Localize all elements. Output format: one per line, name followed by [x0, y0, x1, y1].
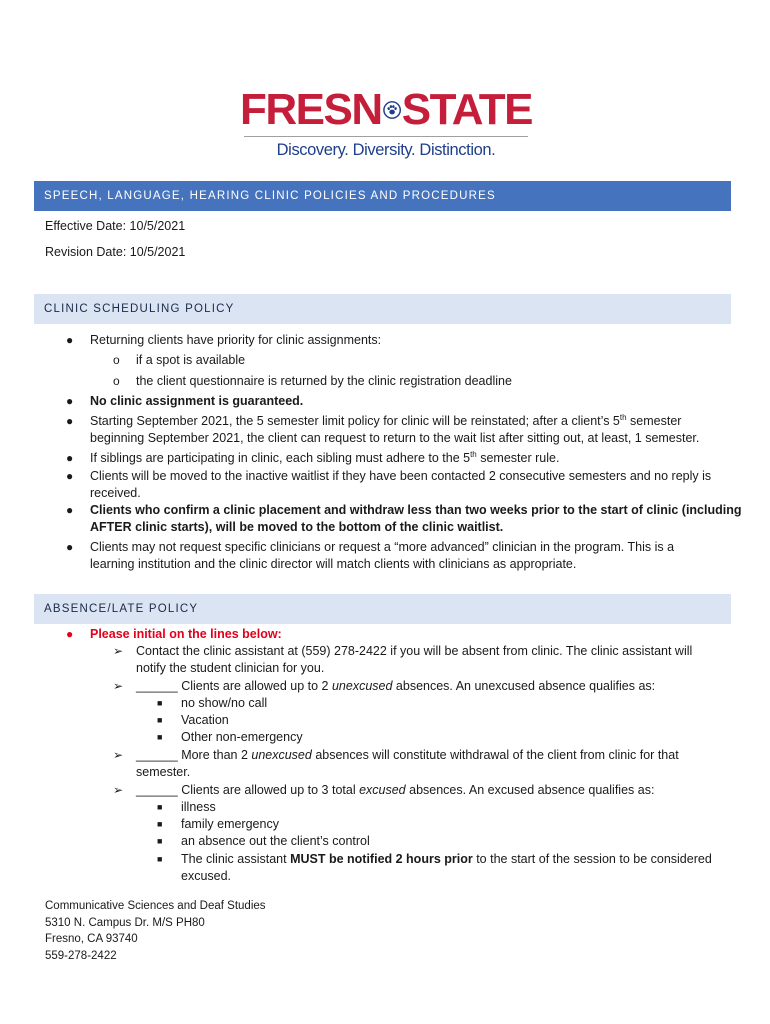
absence-item-continued: semester.: [136, 765, 191, 779]
scheduling-item: [90, 413, 681, 430]
scheduling-item: No clinic assignment is guaranteed.: [90, 394, 304, 408]
initial-blank[interactable]: ______: [136, 679, 178, 693]
absence-subitem-continued: excused.: [181, 869, 232, 883]
scheduling-item-continued: learning institution and the clinic director will match clients with clinicians as appropriate.: [90, 557, 577, 571]
arrow-bullet-icon: ➢: [113, 679, 124, 693]
text-segment: MUST be notified 2 hours prior: [290, 852, 473, 866]
text-segment: to the start of the session to be considered: [472, 852, 712, 866]
revision-date: Revision Date: 10/5/2021: [45, 245, 186, 259]
scheduling-policy-title: CLINIC SCHEDULING POLICY: [44, 303, 235, 315]
arrow-bullet-icon: ➢: [113, 644, 124, 658]
text-segment: Clients are allowed up to 3 total: [177, 783, 360, 797]
absence-subitem: family emergency: [181, 817, 279, 831]
scheduling-subitem: the client questionnaire is returned by the clinic registration deadline: [136, 374, 512, 388]
square-bullet-icon: ■: [157, 819, 163, 829]
scheduling-item-continued: AFTER clinic starts), will be moved to the bottom of the clinic waitlist.: [90, 520, 504, 534]
logo-word-left: FRESN: [240, 85, 382, 134]
absence-item: [136, 782, 654, 799]
absence-subitem: no show/no call: [181, 696, 268, 710]
absence-subitem: [181, 851, 712, 868]
text-segment: semester rule.: [476, 451, 560, 465]
square-bullet-icon: ■: [157, 802, 163, 812]
footer-phone: 559-278-2422: [45, 949, 117, 962]
footer-address: 5310 N. Campus Dr. M/S PH80: [45, 916, 205, 929]
absence-item-continued: notify the student clinician for you.: [136, 661, 325, 675]
logo-divider: [244, 136, 528, 137]
fresno-state-logo: [240, 85, 532, 160]
text-segment: absences will constitute withdrawal of the client from clinic for that: [311, 748, 679, 762]
text-segment: excused: [359, 783, 406, 797]
arrow-bullet-icon: ➢: [113, 748, 124, 762]
scheduling-item: [90, 450, 559, 467]
text-segment: Clients are allowed up to 2: [177, 679, 332, 693]
text-segment: absences. An excused absence qualifies as:: [405, 783, 655, 797]
logo-tagline: Discovery. Diversity. Distinction.: [276, 141, 496, 159]
superscript: th: [619, 412, 627, 422]
bullet-icon: ●: [66, 451, 74, 465]
department-footer: [45, 898, 266, 964]
square-bullet-icon: ■: [157, 836, 163, 846]
text-segment: If siblings are participating in clinic, each sibling must adhere to the 5: [90, 451, 471, 465]
superscript: th: [470, 449, 477, 459]
circle-bullet-icon: o: [113, 353, 120, 367]
arrow-bullet-icon: ➢: [113, 783, 124, 797]
scheduling-policy-bar: [34, 294, 731, 324]
scheduling-item-continued: received.: [90, 486, 141, 500]
bullet-icon: ●: [66, 627, 74, 641]
scheduling-item: Clients who confirm a clinic placement and withdraw less than two weeks prior to the start of clinic (including: [90, 503, 742, 517]
scheduling-item: Clients may not request specific clinicians or request a “more advanced” clinician in the program. This is a: [90, 540, 675, 554]
square-bullet-icon: ■: [157, 732, 163, 742]
footer-city: Fresno, CA 93740: [45, 933, 138, 945]
scheduling-item: Clients will be moved to the inactive waitlist if they have been contacted 2 consecutive semesters and no reply is: [90, 469, 712, 483]
scheduling-item: Returning clients have priority for clinic assignments:: [90, 333, 382, 347]
initial-blank[interactable]: ______: [136, 748, 178, 762]
initial-blank[interactable]: ______: [136, 783, 178, 797]
circle-bullet-icon: o: [113, 374, 120, 388]
square-bullet-icon: ■: [157, 854, 163, 864]
absence-policy-title: ABSENCE/LATE POLICY: [44, 603, 199, 615]
absence-item: [136, 678, 655, 695]
absence-subitem: Vacation: [181, 713, 229, 727]
text-segment: semester: [626, 414, 682, 428]
absence-subitem: illness: [181, 800, 216, 814]
policies-header-bar: [34, 181, 731, 211]
absence-policy-bar: [34, 594, 731, 624]
effective-date: Effective Date: 10/5/2021: [45, 219, 186, 233]
absence-subitem: an absence out the client’s control: [181, 834, 370, 848]
absence-item: Contact the clinic assistant at (559) 278-2422 if you will be absent from clinic. The clinic assistant will: [136, 644, 693, 658]
text-segment: The clinic assistant: [181, 852, 291, 866]
text-segment: unexcused: [331, 679, 393, 693]
bullet-icon: ●: [66, 540, 74, 554]
text-segment: unexcused: [251, 748, 312, 762]
logo-wordmark: [240, 85, 532, 134]
policies-title: SPEECH, LANGUAGE, HEARING CLINIC POLICIES AND PROCEDURES: [44, 190, 496, 202]
logo-word-right: STATE: [401, 85, 532, 134]
bullet-icon: ●: [66, 469, 74, 483]
absence-subitem: Other non-emergency: [181, 730, 303, 744]
bullet-icon: ●: [66, 503, 74, 517]
bullet-icon: ●: [66, 414, 74, 428]
bullet-icon: ●: [66, 333, 74, 347]
bullet-icon: ●: [66, 394, 74, 408]
absence-item: [136, 747, 679, 764]
scheduling-item-continued: beginning September 2021, the client can request to return to the wait list after sitting out, at least, 1 semester.: [90, 431, 700, 445]
text-segment: More than 2: [177, 748, 252, 762]
square-bullet-icon: ■: [157, 715, 163, 725]
square-bullet-icon: ■: [157, 698, 163, 708]
text-segment: absences. An unexcused absence qualifies as:: [392, 679, 656, 693]
text-segment: Starting September 2021, the 5 semester limit policy for clinic will be reinstated; after a client’s 5: [90, 414, 620, 428]
scheduling-subitem: if a spot is available: [136, 353, 246, 367]
initial-instruction: Please initial on the lines below:: [90, 627, 282, 641]
footer-department: Communicative Sciences and Deaf Studies: [45, 900, 266, 912]
paw-print-icon: [383, 90, 401, 130]
